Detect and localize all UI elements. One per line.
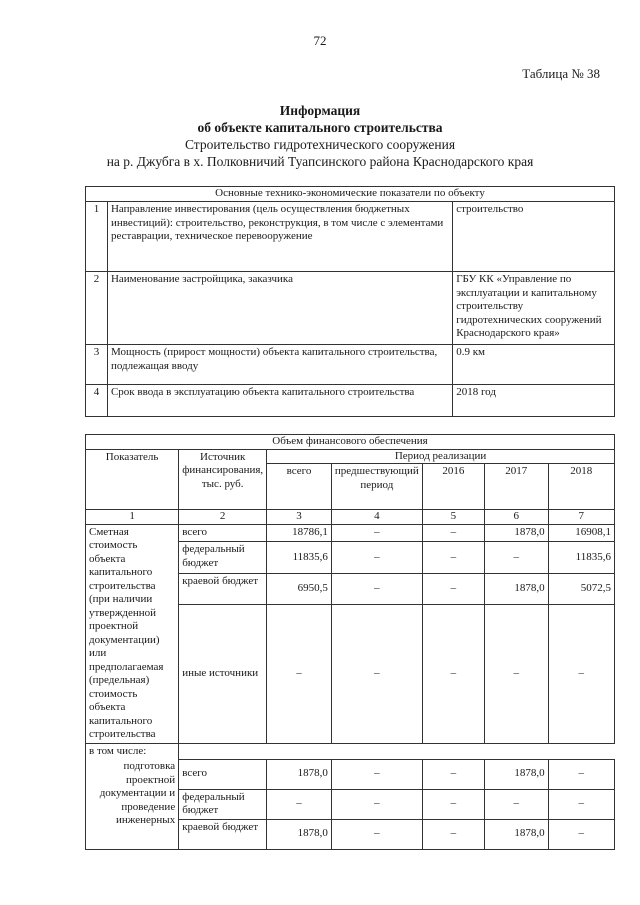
value-cell: 1878,0 [484,819,548,849]
page-number: 72 [313,33,327,48]
indicators-header: Основные технико-экономические показатели по объекту [86,187,615,202]
value-cell: – [422,819,484,849]
source-cell: иные источники [179,605,267,743]
value-cell: – [422,759,484,789]
indicator-num: 4 [86,385,108,417]
indicator-row [86,345,615,385]
col-total-header: всего [267,464,332,510]
source-cell: федеральный бюджет [179,542,267,573]
col-2017-header: 2017 [484,464,548,510]
value-cell: – [331,524,422,542]
value-cell: – [422,524,484,542]
in-that-number-label: в том числе: [86,743,179,759]
source-cell: всего [179,524,267,542]
indicator-row [86,385,615,417]
source-cell: всего [179,759,267,789]
col-number: 7 [548,510,614,525]
indicator-row [86,202,615,272]
value-cell: 16908,1 [548,524,614,542]
value-cell: – [548,759,614,789]
title-subheading: об объекте капитального строительства [197,120,443,135]
object-name: Строительство гидротехнического сооружения [184,137,456,152]
group1-label: Сметная стоимость объекта капитального строительства (при наличии утвержденной проектной документации) или предполагаемая (предельная) стоимость объекта капитального строительства [86,524,179,743]
indicator-label: Направление инвестирования (цель осуществления бюджетных инвестиций): строительство, реконструкция, в том числе с элементами реставрации, техническое перевооружение [107,202,452,272]
value-cell: 1878,0 [484,573,548,604]
source-cell: краевой бюджет [179,573,267,604]
col-source-header: Источник финансирования, тыс. руб. [179,449,267,510]
value-cell: 1878,0 [267,759,332,789]
source-cell: федеральный бюджет [179,789,267,819]
indicator-value: ГБУ КК «Управление по эксплуатации и капитальному строительству гидротехнических сооружений Краснодарского края» [453,272,615,345]
col-number: 4 [331,510,422,525]
value-cell: – [484,789,548,819]
col-indicator-header: Показатель [86,449,179,510]
indicator-label: Наименование застройщика, заказчика [107,272,452,345]
title-heading: Информация [279,103,361,118]
value-cell: 1878,0 [267,819,332,849]
indicator-value: 0.9 км [453,345,615,385]
value-cell: – [548,789,614,819]
col-number: 1 [86,510,179,525]
value-cell: – [422,542,484,573]
indicator-num: 1 [86,202,108,272]
table-row [86,759,615,789]
col-number: 5 [422,510,484,525]
col-prev-header: предшествующий период [331,464,422,510]
value-cell: – [548,819,614,849]
value-cell: 11835,6 [548,542,614,573]
indicator-num: 2 [86,272,108,345]
value-cell: 5072,5 [548,573,614,604]
finance-header: Объем финансового обеспечения [86,435,615,450]
value-cell: 6950,5 [267,573,332,604]
col-number: 2 [179,510,267,525]
value-cell: – [331,573,422,604]
col-period-header: Период реализации [267,449,615,464]
indicator-label: Мощность (прирост мощности) объекта капитального строительства, подлежащая вводу [107,345,452,385]
value-cell: 11835,6 [267,542,332,573]
col-number: 6 [484,510,548,525]
object-location: на р. Джубга в х. Полковничий Туапсинского района Краснодарского края [106,154,534,169]
col-2018-header: 2018 [548,464,614,510]
value-cell: – [422,789,484,819]
indicator-row [86,272,615,345]
value-cell: – [331,819,422,849]
value-cell: – [484,605,548,743]
indicator-label: Срок ввода в эксплуатацию объекта капитального строительства [107,385,452,417]
value-cell: 18786,1 [267,524,332,542]
col-number: 3 [267,510,332,525]
indicator-value: 2018 год [453,385,615,417]
value-cell: – [422,573,484,604]
table-row [86,524,615,542]
indicators-table [85,186,615,417]
value-cell: – [267,789,332,819]
indicator-num: 3 [86,345,108,385]
value-cell: – [331,605,422,743]
group2-label: подготовка проектной документации и проведение инженерных [86,759,179,849]
source-cell: краевой бюджет [179,819,267,849]
value-cell: – [422,605,484,743]
indicator-value: строительство [453,202,615,272]
finance-table [85,434,615,850]
value-cell: – [548,605,614,743]
table-label: Таблица № 38 [522,66,600,81]
value-cell: – [484,542,548,573]
value-cell: 1878,0 [484,524,548,542]
col-2016-header: 2016 [422,464,484,510]
value-cell: 1878,0 [484,759,548,789]
value-cell: – [331,542,422,573]
value-cell: – [331,759,422,789]
value-cell: – [267,605,332,743]
value-cell: – [331,789,422,819]
